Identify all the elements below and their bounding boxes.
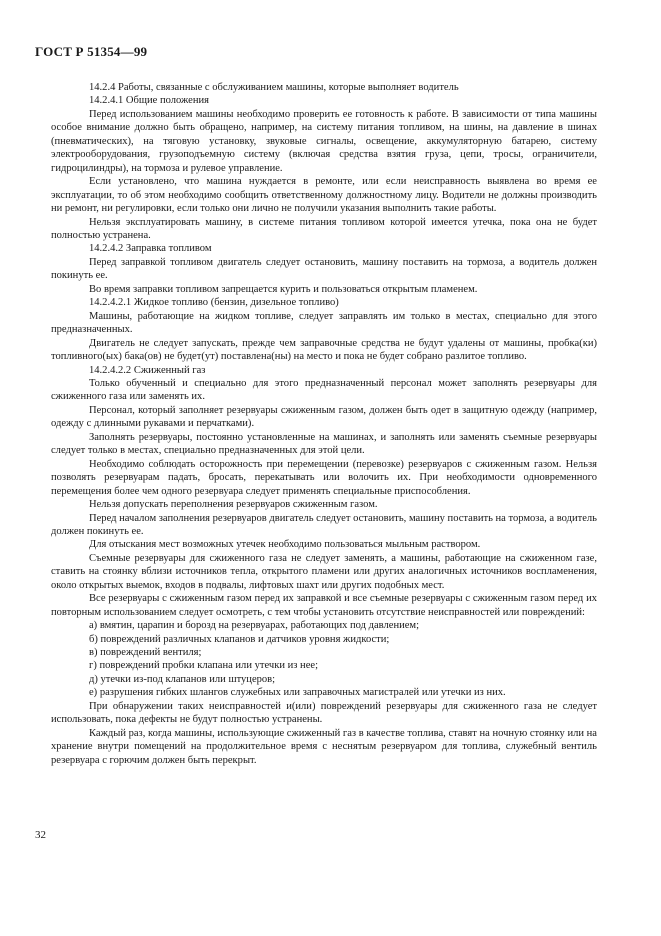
list-item: а) вмятин, царапин и борозд на резервуарах, работающих под давлением; <box>89 620 420 632</box>
list-item: д) утечки из-под клапанов или штуцеров; <box>89 673 276 685</box>
section-heading: 14.2.4.2.1 Жидкое топливо (бензин, дизельное топливо) <box>89 297 339 309</box>
body-paragraph: Заполнять резервуары, постоянно установленные на машинах, и заполнять или заменять съемные резервуары следует только в местах, специально предназначенных для этой цели. <box>51 431 597 457</box>
list-item: е) разрушения гибких шлангов служебных или заправочных магистралей или утечки из них. <box>89 687 506 699</box>
list-item: б) повреждений различных клапанов и датчиков уровня жидкости; <box>89 633 390 645</box>
section-heading: 14.2.4.2 Заправка топливом <box>89 243 212 255</box>
body-paragraph: Машины, работающие на жидком топливе, следует заправлять им только в местах, специально для этого предназначенных. <box>51 310 597 336</box>
body-paragraph: Для отыскания мест возможных утечек необходимо пользоваться мыльным раствором. <box>89 539 481 551</box>
body-paragraph: Во время заправки топливом запрещается курить и пользоваться открытым пламенем. <box>89 283 478 295</box>
body-paragraph: Нельзя эксплуатировать машину, в системе питания топливом которой имеется утечка, пока она не будет полностью устранена. <box>51 216 597 241</box>
body-paragraph: Перед использованием машины необходимо проверить ее готовность к работе. В зависимости от типа машины особое внимание должно быть обращено, например, на систему питания топливом, на шины, на давление в шинах (пневматических), на тяговую установку, звуковые сигналы, освещение, аккумуляторную батарею, систему электрооборудования, грузоподъемную систему (включая средства взятия груза, цепи, тросы, ограничители, гидроцилиндры), на тормоза и рулевое управление. <box>51 108 597 174</box>
body-paragraph: При обнаружении таких неисправностей и(или) повреждений резервуары для сжиженного газа не следует использовать, пока дефекты не будут полностью устранены. <box>51 700 597 726</box>
body-paragraph: Каждый раз, когда машины, использующие сжиженный газ в качестве топлива, ставят на ночную стоянку или на хранение внутри помещений на продолжительное время с неснятым резервуаром для топлива, служебный вентиль резервуара с горючим должен быть перекрыт. <box>51 727 597 766</box>
body-paragraph: Необходимо соблюдать осторожность при перемещении (перевозке) резервуаров с сжиженным газом. Нельзя позволять резервуарам падать, бросать, перекатывать или волочить их. При необходимости одновременного перемещения более чем одного резервуара следует применять специальные приспособления. <box>51 458 597 497</box>
body-paragraph: Нельзя допускать переполнения резервуаров сжиженным газом. <box>89 499 378 511</box>
section-heading: 14.2.4 Работы, связанные с обслуживанием машины, которые выполняет водитель <box>89 82 459 93</box>
document-header: ГОСТ Р 51354—99 <box>35 44 148 59</box>
body-paragraph: Перед заправкой топливом двигатель следует остановить, машину поставить на тормоза, а водитель должен покинуть ее. <box>51 256 597 282</box>
body-paragraph: Двигатель не следует запускать, прежде чем заправочные средства не будут удалены от машины, пробка(ки) топливного(ых) бака(ов) не будет(ут) поставлена(ны) на место и пока не будет собрано разлитое топливо. <box>51 337 597 363</box>
section-heading: 14.2.4.1 Общие положения <box>89 95 210 107</box>
document-body <box>51 81 597 767</box>
section-heading: 14.2.4.2.2 Сжиженный газ <box>89 364 206 376</box>
list-item: в) повреждений вентиля; <box>89 647 202 659</box>
list-item: г) повреждений пробки клапана или утечки из нее; <box>89 660 318 672</box>
body-paragraph: Все резервуары с сжиженным газом перед их заправкой и все съемные резервуары с сжиженным газом перед их повторным использованием следует осмотреть, с тем чтобы установить отсутствие неисправностей или повреждений: <box>51 593 597 618</box>
body-paragraph: Если установлено, что машина нуждается в ремонте, или если неисправность выявлена во время ее эксплуатации, то об этом необходимо сообщить ответственному должностному лицу. Водители не должны производить ни ремонт, ни регулировки, если только они лично не получили указания выполнить такие работы. <box>51 176 597 215</box>
body-paragraph: Персонал, который заполняет резервуары сжиженным газом, должен быть одет в защитную одежду (например, одежду с длинными рукавами и перчатками). <box>51 404 597 430</box>
page-number: 32 <box>35 829 46 841</box>
body-paragraph: Только обученный и специально для этого предназначенный персонал может заполнять резервуары для сжиженного газа или заменять их. <box>51 377 597 403</box>
body-paragraph: Съемные резервуары для сжиженного газа не следует заменять, а машины, работающие на сжиженном газе, ставить на стоянку вблизи источников тепла, открытого пламени или других аналогичных источников воспламенения, около открытых выемок, входов в подвалы, лифтовых шахт или других подобных мест. <box>51 552 597 591</box>
body-paragraph: Перед началом заполнения резервуаров двигатель следует остановить, машину поставить на тормоза, а водитель должен покинуть ее. <box>51 512 597 537</box>
